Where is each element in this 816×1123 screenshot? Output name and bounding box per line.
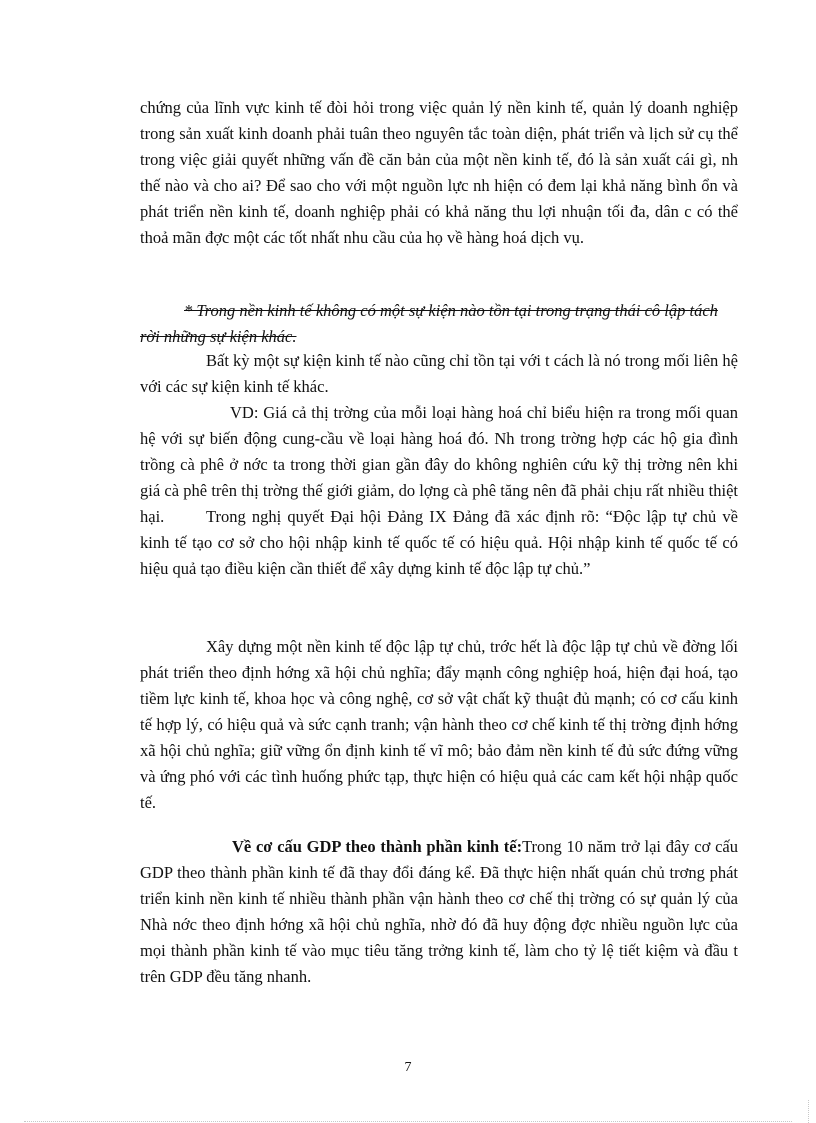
paragraph-6-lead: Về cơ cấu GDP theo thành phần kinh tế:	[232, 837, 523, 856]
paragraph-6-body: Trong 10 năm trở lại đây cơ cấu GDP theo thành phần kinh tế đã thay đổi đáng kể. Đã thực hiện nhất quán chủ trơng phát triển kinh nền kinh tế nhiều thành phần vận hành theo cơ chế thị trờng có sự quản lý của Nhà nớc theo định hớng xã hội chủ nghĩa, nhờ đó đã huy động đợc nhiều nguồn lực của mọi thành phần kinh tế vào mục tiêu tăng trởng kinh tế, làm cho tỷ lệ tiết kiệm và đầu t trên GDP đều tăng nhanh.	[140, 837, 738, 986]
heading-text: * Trong nền kinh tế không có một sự kiện nào tồn tại trong trạng thái cô lập tách rời những sự kiện khác.	[140, 301, 718, 346]
page-side-border	[808, 1100, 809, 1123]
paragraph-3: VD: Giá cả thị trờng của mỗi loại hàng hoá chỉ biểu hiện ra trong mối quan hệ với sự biến động cung-cầu về loại hàng hoá đó. Nh trong trờng hợp các hộ gia đình trồng cà phê ở nớc ta trong thời gian gần đây do không nghiên cứu kỹ thị trờng nên khi giá cà phê trên thị trờng thế giới giảm, do lợng cà phê tăng nên đã phải chịu rất nhiều thiệt hại.	[140, 403, 738, 526]
paragraph-2: Bất kỳ một sự kiện kinh tế nào cũng chỉ tồn tại với t cách là nó trong mối liên hệ với các sự kiện kinh tế khác.	[140, 351, 738, 396]
paragraph-4: Trong nghị quyết Đại hội Đảng IX Đảng đã xác định rõ: “Độc lập tự chủ về kinh tế tạo cơ sở cho hội nhập kinh tế quốc tế có hiệu quả. Hội nhập kinh tế quốc tế có hiệu quả tạo điều kiện cần thiết để xây dựng kinh tế độc lập tự chủ.”	[140, 507, 738, 578]
section-heading	[140, 298, 740, 350]
page-bottom-border	[24, 1121, 792, 1122]
paragraph-1: chứng của lĩnh vực kinh tế đòi hỏi trong việc quản lý nền kinh tế, quản lý doanh nghiệp trong sản xuất kinh doanh phải tuân theo nguyên tắc toàn diện, phát triển và lịch sử cụ thể trong việc giải quyết những vấn đề căn bản của một nền kinh tế, đó là sản xuất cái gì, nh thế nào và cho ai? Để sao cho với một nguồn lực nh hiện có đem lại khả năng bình ổn và phát triển nền kinh tế, doanh nghiệp phải có khả năng thu lợi nhuận tối đa, dân c có thể thoả mãn đợc một các tốt nhất nhu cầu của họ về hàng hoá dịch vụ.	[140, 98, 738, 247]
paragraph-6	[140, 834, 738, 990]
page-number: 7	[404, 1060, 412, 1075]
paragraph-5: Xây dựng một nền kinh tế độc lập tự chủ, trớc hết là độc lập tự chủ về đờng lối phát triển theo định hớng xã hội chủ nghĩa; đẩy mạnh công nghiệp hoá, hiện đại hoá, tạo tiềm lực kinh tế, khoa học và công nghệ, cơ sở vật chất kỹ thuật đủ mạnh; có cơ cấu kinh tế hợp lý, có hiệu quả và sức cạnh tranh; vận hành theo cơ chế kinh tế thị trờng định hớng xã hội chủ nghĩa; giữ vững ổn định kinh tế vĩ mô; bảo đảm nền kinh tế đủ sức đứng vững và ứng phó với các tình huống phức tạp, thực hiện có hiệu quả các cam kết hội nhập quốc tế.	[140, 637, 738, 812]
